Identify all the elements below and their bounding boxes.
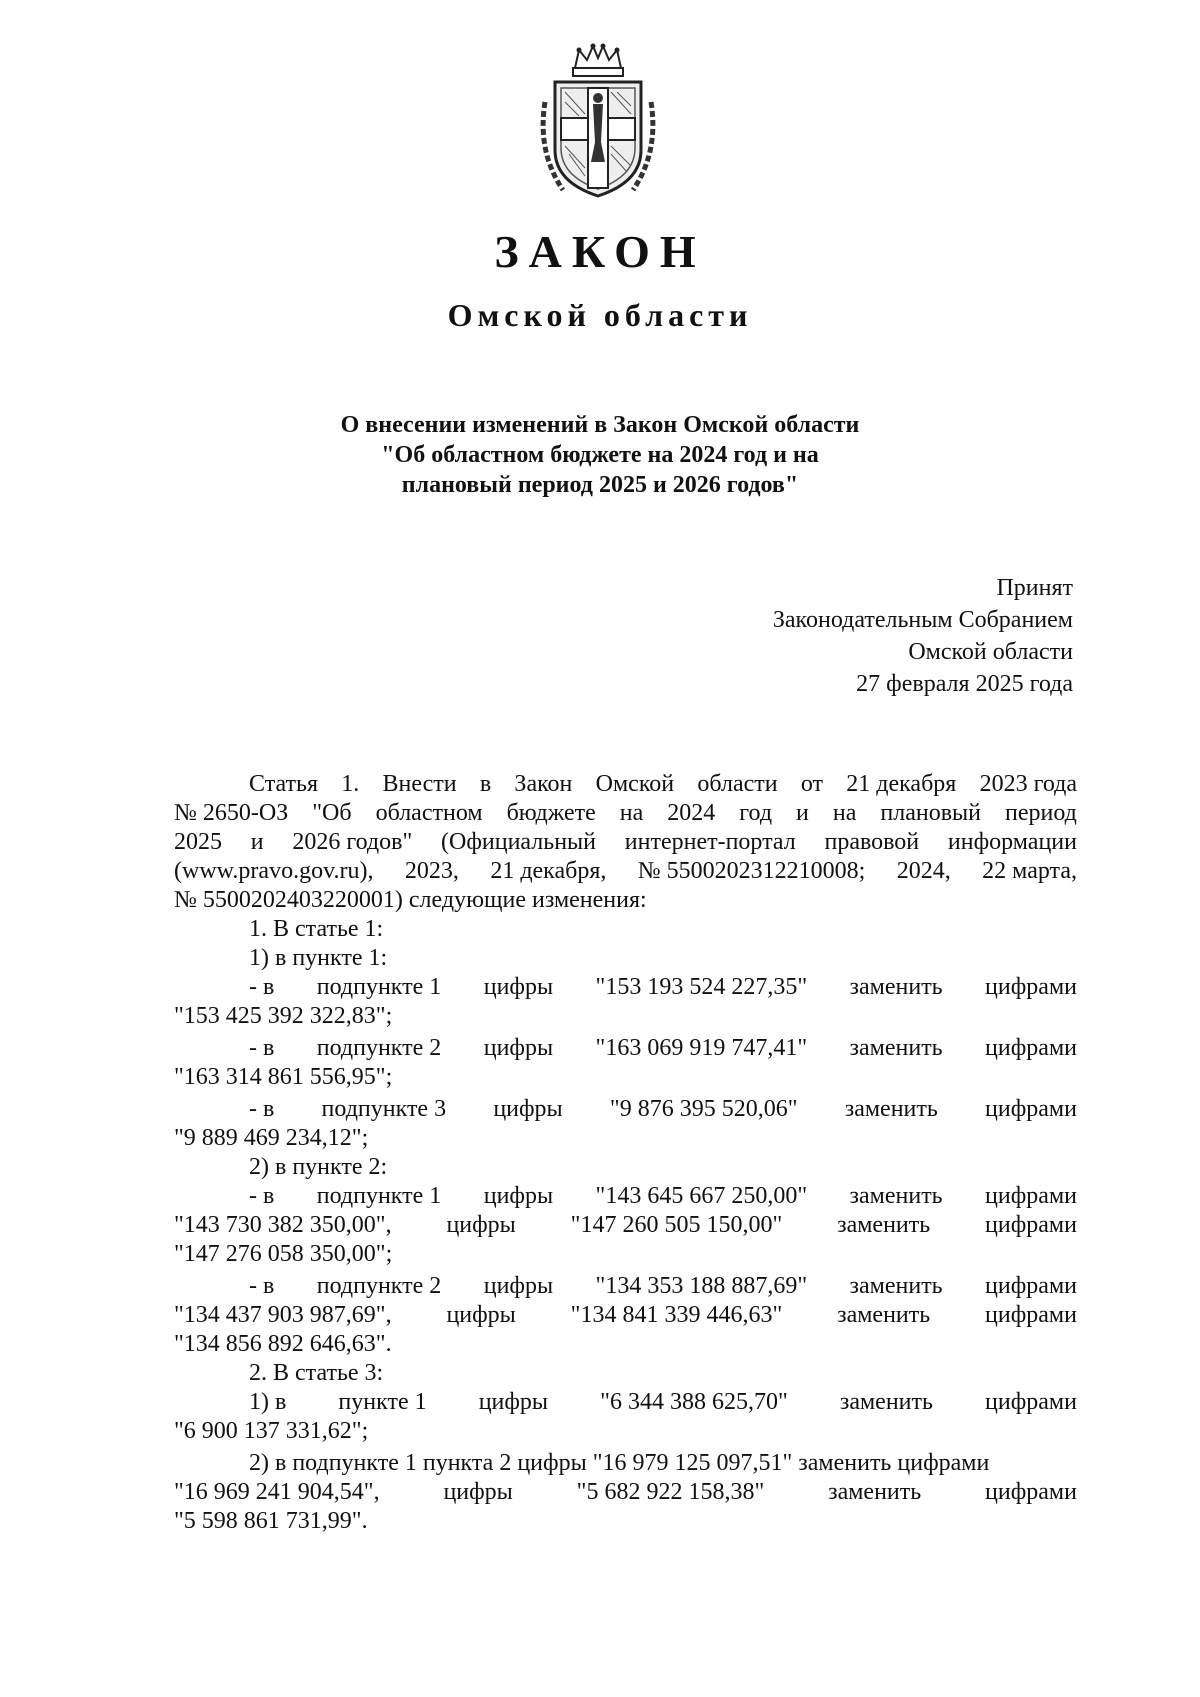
document-subtitle: Омской области xyxy=(447,297,753,333)
word: цифры xyxy=(446,1212,516,1238)
word: цифрами xyxy=(985,1389,1077,1415)
word: информации xyxy=(947,829,1077,855)
word: "134 841 339 446,63" xyxy=(570,1302,783,1328)
word: заменить xyxy=(828,1479,922,1505)
word: цифры xyxy=(483,1183,554,1209)
amendment-value: "163 314 861 556,95"; xyxy=(174,1064,393,1090)
word: бюджете xyxy=(506,800,596,826)
word: 2024, xyxy=(896,858,951,884)
word: заменить xyxy=(837,1302,931,1328)
amendment-line xyxy=(174,1211,1077,1240)
word: 21 декабря xyxy=(846,771,957,797)
word: интернет-портал xyxy=(624,829,796,855)
amendment-value: "134 856 892 646,63". xyxy=(174,1331,392,1357)
word: от xyxy=(800,771,824,797)
word: - в xyxy=(249,1183,275,1209)
amendment-value: "6 900 137 331,62"; xyxy=(174,1418,369,1444)
word: заменить xyxy=(849,1183,943,1209)
amendment-value: "153 425 392 322,83"; xyxy=(174,1003,393,1029)
word: "5 682 922 158,38" xyxy=(576,1479,765,1505)
word: плановый xyxy=(880,800,981,826)
word: 2023, xyxy=(404,858,459,884)
amendment-line xyxy=(174,1095,1077,1124)
amendment-value: "5 598 861 731,99". xyxy=(174,1508,368,1534)
amendment-line xyxy=(174,1034,1077,1063)
adoption-date: 27 февраля 2025 года xyxy=(856,671,1073,697)
amendment-value: "9 889 469 234,12"; xyxy=(174,1125,369,1151)
word: - в xyxy=(249,974,275,1000)
word: заменить xyxy=(849,1273,943,1299)
word: 22 марта, xyxy=(982,858,1077,884)
word: пункте 1 xyxy=(338,1389,427,1415)
word: "16 969 241 904,54", xyxy=(174,1479,380,1505)
law-heading-line: плановый период 2025 и 2026 годов" xyxy=(401,472,799,498)
article-line xyxy=(174,828,1077,857)
word: "143 645 667 250,00" xyxy=(595,1183,808,1209)
coat-of-arms-icon xyxy=(535,42,661,200)
word: год xyxy=(739,800,773,826)
word: 21 декабря, xyxy=(490,858,607,884)
word: подпункте 1 xyxy=(316,1183,442,1209)
word: подпункте 1 xyxy=(316,974,442,1000)
word: цифры xyxy=(443,1479,513,1505)
word: "134 437 903 987,69", xyxy=(174,1302,392,1328)
word: Закон xyxy=(514,771,573,797)
section-heading: 2. В статье 3: xyxy=(249,1360,384,1386)
word: заменить xyxy=(839,1389,933,1415)
word: "163 069 919 747,41" xyxy=(595,1035,808,1061)
word: Статья xyxy=(249,771,318,797)
word: заменить xyxy=(837,1212,931,1238)
word: и xyxy=(250,829,264,855)
word: заменить xyxy=(844,1096,938,1122)
law-heading-line: "Об областном бюджете на 2024 год и на xyxy=(381,442,819,468)
amendment-line xyxy=(174,1388,1077,1417)
amendment-line xyxy=(174,1478,1077,1507)
law-heading-line: О внесении изменений в Закон Омской области xyxy=(340,412,860,438)
article-line xyxy=(174,857,1077,886)
word: цифрами xyxy=(985,1212,1077,1238)
word: цифрами xyxy=(985,974,1077,1000)
point-heading: 2) в пункте 2: xyxy=(249,1154,388,1180)
word: заменить xyxy=(849,974,943,1000)
adoption-line: Принят xyxy=(996,575,1073,601)
word: "147 260 505 150,00" xyxy=(570,1212,783,1238)
word: № 2650-ОЗ xyxy=(174,800,289,826)
word: цифрами xyxy=(985,1273,1077,1299)
amendment-line xyxy=(174,1301,1077,1330)
word: цифрами xyxy=(985,1035,1077,1061)
document-title: ЗАКОН xyxy=(494,226,706,277)
word: цифры xyxy=(483,974,554,1000)
word: подпункте 2 xyxy=(316,1273,442,1299)
word: цифрами xyxy=(985,1479,1077,1505)
word: в xyxy=(479,771,492,797)
word: № 5500202312210008; xyxy=(637,858,866,884)
word: 1) в xyxy=(249,1389,287,1415)
word: "9 876 395 520,06" xyxy=(609,1096,798,1122)
article-line: № 5500202403220001) следующие изменения: xyxy=(174,887,647,913)
word: цифры xyxy=(478,1389,549,1415)
word: - в xyxy=(249,1035,275,1061)
adoption-line: Омской области xyxy=(908,639,1073,665)
word: (www.pravo.gov.ru), xyxy=(174,858,374,884)
word: "134 353 188 887,69" xyxy=(595,1273,808,1299)
word: областном xyxy=(375,800,483,826)
law-heading xyxy=(0,410,1200,500)
word: 2026 годов" xyxy=(292,829,413,855)
word: цифрами xyxy=(985,1183,1077,1209)
word: цифры xyxy=(483,1273,554,1299)
word: "Об xyxy=(312,800,352,826)
amendment-line xyxy=(174,973,1077,1002)
adoption-line: Законодательным Собранием xyxy=(772,607,1073,633)
word: 2024 xyxy=(667,800,716,826)
word: цифрами xyxy=(985,1096,1077,1122)
word: заменить xyxy=(849,1035,943,1061)
point-heading: 1) в пункте 1: xyxy=(249,945,388,971)
word: подпункте 2 xyxy=(316,1035,442,1061)
word: цифры xyxy=(446,1302,516,1328)
word: - в xyxy=(249,1273,275,1299)
word: 2025 xyxy=(174,829,222,855)
word: (Официальный xyxy=(441,829,597,855)
word: области xyxy=(697,771,778,797)
word: подпункте 3 xyxy=(321,1096,447,1122)
word: - в xyxy=(249,1096,275,1122)
word: цифры xyxy=(493,1096,563,1122)
amendment-line: 2) в подпункте 1 пункта 2 цифры "16 979 125 097,51" заменить цифрами xyxy=(249,1450,990,1476)
word: правовой xyxy=(824,829,920,855)
amendment-line xyxy=(174,1272,1077,1301)
word: 1. xyxy=(341,771,360,797)
word: и xyxy=(796,800,809,826)
article-body xyxy=(174,770,1077,1536)
word: "143 730 382 350,00", xyxy=(174,1212,392,1238)
article-line xyxy=(174,770,1077,799)
word: 2023 года xyxy=(979,771,1077,797)
word: "6 344 388 625,70" xyxy=(600,1389,788,1415)
adoption-block xyxy=(773,572,1073,700)
article-line xyxy=(174,799,1077,828)
section-heading: 1. В статье 1: xyxy=(249,916,384,942)
word: цифры xyxy=(483,1035,554,1061)
word: на xyxy=(832,800,857,826)
word: Внести xyxy=(382,771,457,797)
word: на xyxy=(619,800,644,826)
word: "153 193 524 227,35" xyxy=(595,974,808,1000)
word: цифрами xyxy=(985,1302,1077,1328)
amendment-line xyxy=(174,1182,1077,1211)
word: Омской xyxy=(595,771,675,797)
word: период xyxy=(1005,800,1077,826)
amendment-value: "147 276 058 350,00"; xyxy=(174,1241,393,1267)
